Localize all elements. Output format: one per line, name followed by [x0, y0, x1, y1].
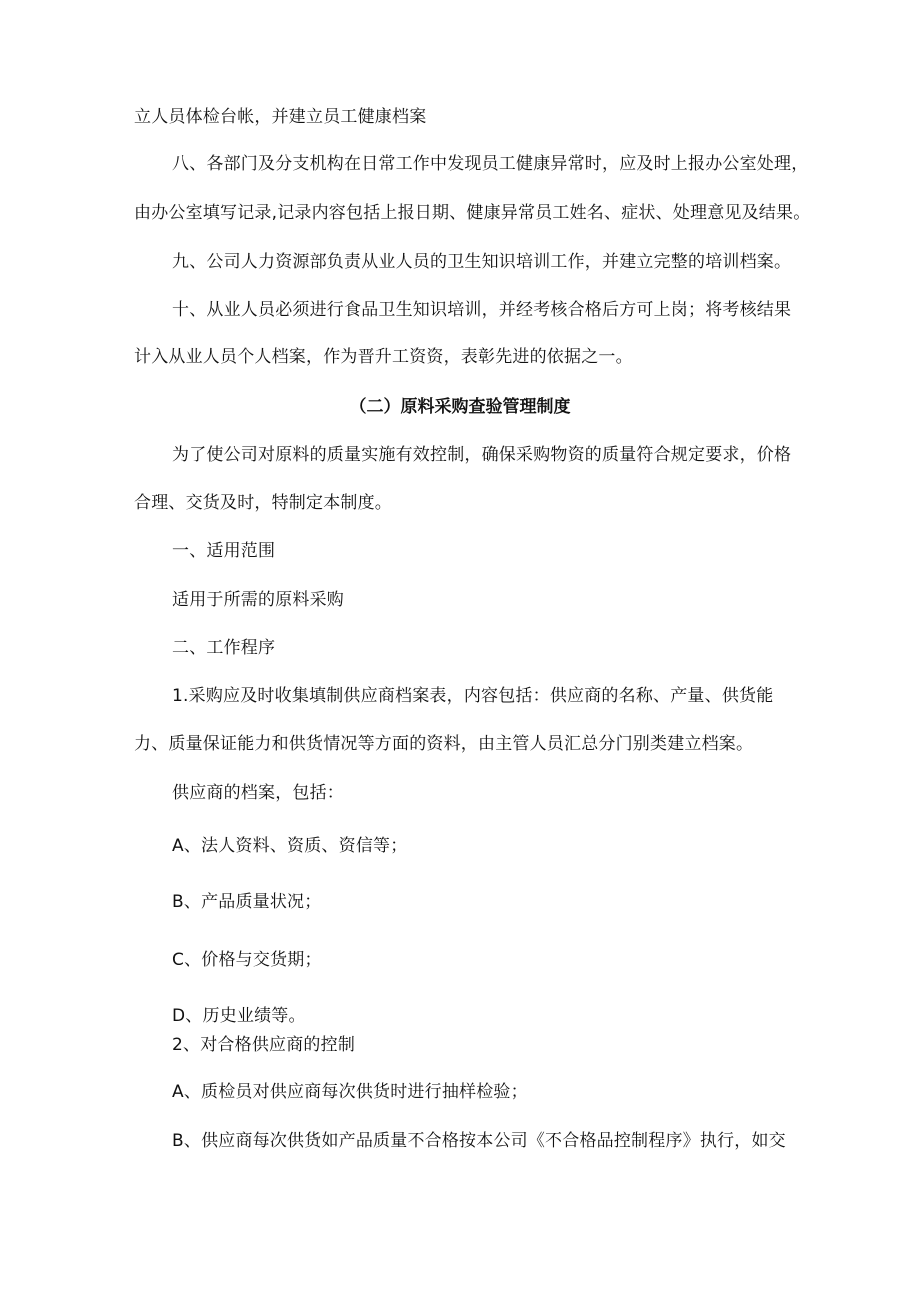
text-line: 一、适用范围 — [172, 541, 276, 561]
text-line: 计入从业人员个人档案，作为晋升工资资，表彰先进的依据之一。 — [134, 347, 633, 367]
text-line: B、产品质量状况； — [172, 892, 322, 912]
text-line: 由办公室填写记录,记录内容包括上报日期、健康异常员工姓名、症状、处理意见及结果。 — [134, 203, 811, 223]
text-line: 八、各部门及分支机构在日常工作中发现员工健康异常时，应及时上报办公室处理， — [172, 154, 809, 174]
text-line: D、历史业绩等。 — [172, 1006, 306, 1026]
text-line: 合理、交货及时，特制定本制度。 — [134, 493, 392, 513]
section-heading: （二）原料采购查验管理制度 — [349, 397, 571, 417]
text-line: 力、质量保证能力和供货情况等方面的资料，由主管人员汇总分门别类建立档案。 — [134, 734, 754, 754]
text-line: 2、对合格供应商的控制 — [172, 1035, 356, 1055]
text-line: 1.采购应及时收集填制供应商档案表，内容包括：供应商的名称、产量、供货能 — [172, 686, 774, 706]
text-line: C、价格与交货期； — [172, 950, 322, 970]
text-line: 适用于所需的原料采购 — [172, 590, 344, 610]
text-line: 二、工作程序 — [172, 638, 276, 658]
text-line: B、供应商每次供货如产品质量不合格按本公司《不合格品控制程序》执行，如交 — [172, 1131, 786, 1151]
text-line: 供应商的档案，包括： — [172, 783, 344, 803]
text-line: A、法人资料、资质、资信等； — [172, 836, 408, 856]
text-line: A、质检员对供应商每次供货时进行抽样检验； — [172, 1082, 528, 1102]
text-line: 为了使公司对原料的质量实施有效控制，确保采购物资的质量符合规定要求，价格 — [172, 445, 792, 465]
text-line: 九、公司人力资源部负责从业人员的卫生知识培训工作，并建立完整的培训档案。 — [172, 252, 792, 272]
text-line: 立人员体检台帐，并建立员工健康档案 — [134, 107, 427, 127]
text-line: 十、从业人员必须进行食品卫生知识培训，并经考核合格后方可上岗；将考核结果 — [172, 300, 792, 320]
